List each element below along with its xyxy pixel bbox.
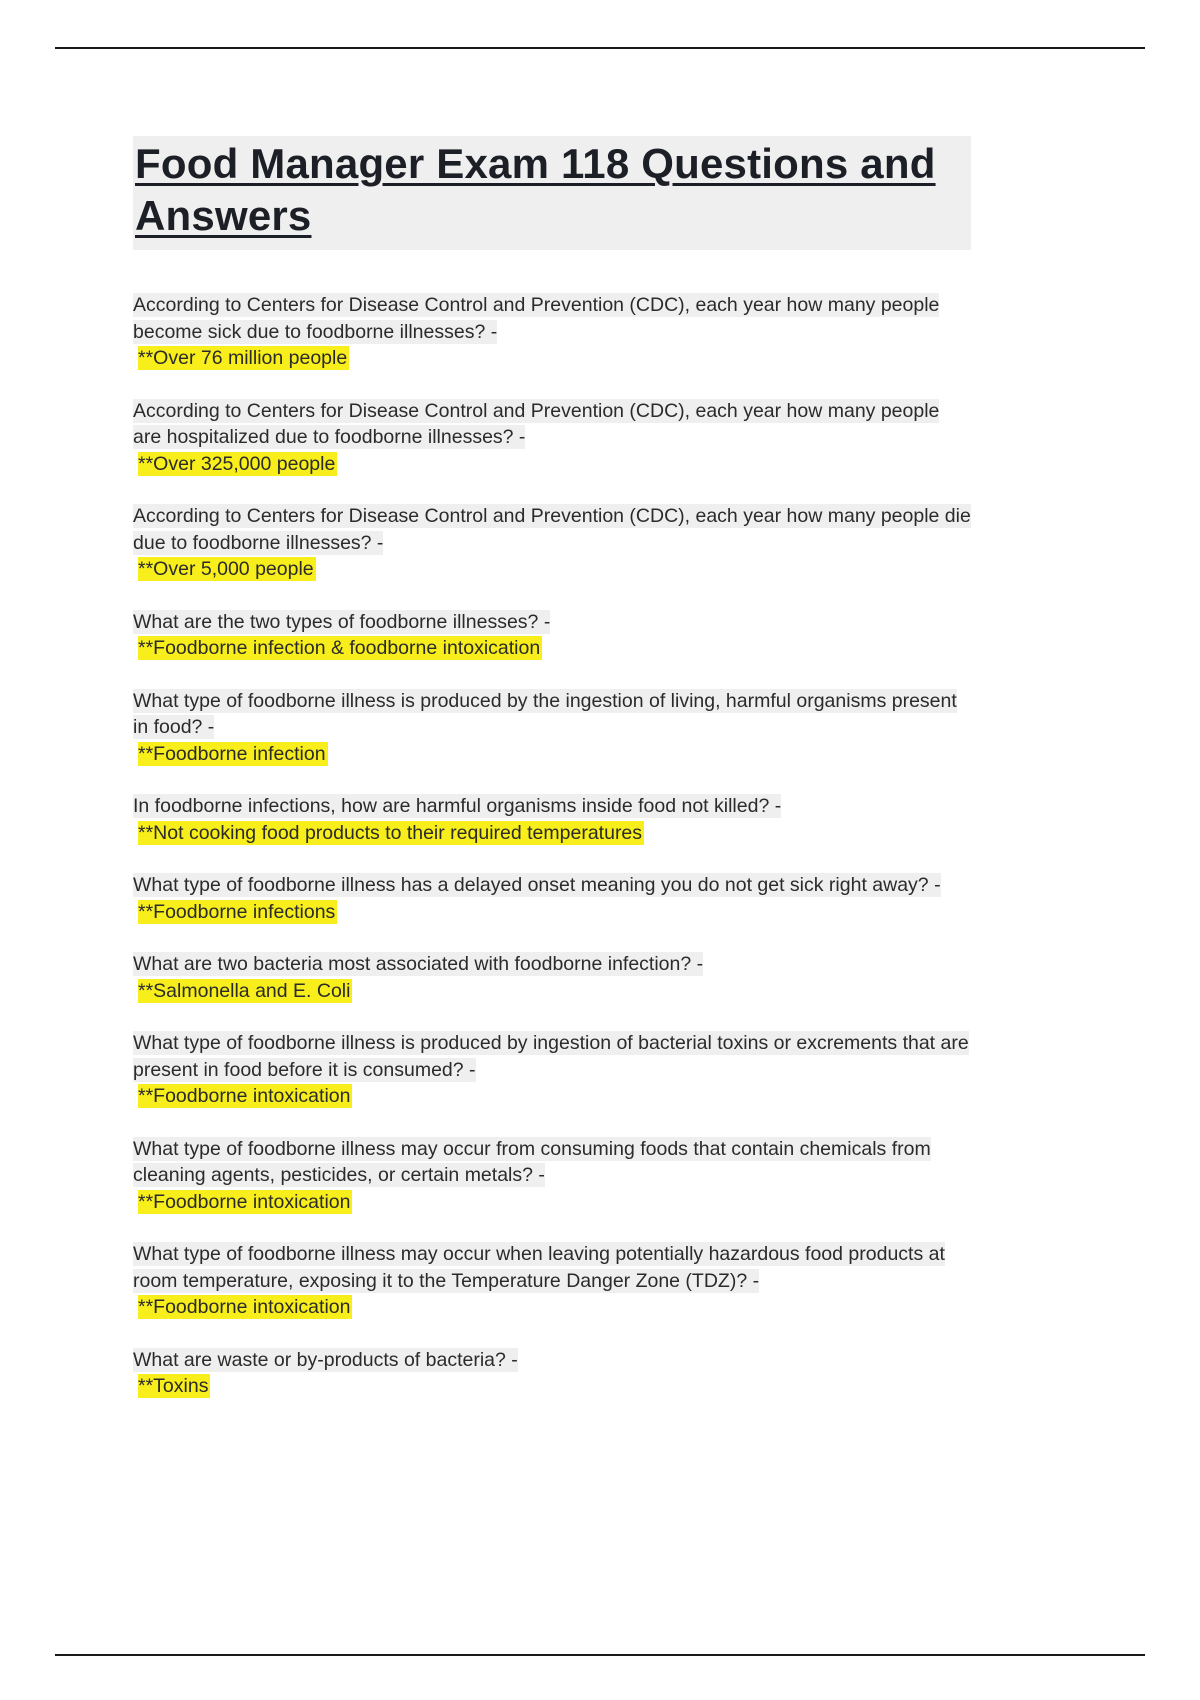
answer-text: [133, 451, 971, 478]
answer-highlight: **Over 76 million people: [138, 347, 348, 369]
qa-item: [133, 1030, 971, 1110]
answer-highlight: **Toxins: [138, 1375, 209, 1397]
question-highlight: What are the two types of foodborne illnesses? -: [133, 610, 551, 633]
document-content: [133, 136, 971, 1426]
question-text: [133, 609, 971, 636]
answer-text: [133, 1083, 971, 1110]
qa-item: [133, 609, 971, 662]
answer-text: [133, 1373, 971, 1400]
qa-item: [133, 688, 971, 768]
top-rule: [55, 47, 1145, 49]
question-highlight: What type of foodborne illness may occur when leaving potentially hazardous food products at room temperature, exposing it to the Temperature Danger Zone (TDZ)? -: [133, 1243, 945, 1292]
question-text: [133, 872, 971, 899]
qa-list: [133, 292, 971, 1400]
question-text: [133, 503, 971, 556]
page-title: Food Manager Exam 118 Questions and Answers: [133, 136, 971, 250]
question-text: [133, 1241, 971, 1294]
question-text: [133, 688, 971, 741]
qa-item: [133, 1241, 971, 1321]
qa-item: [133, 793, 971, 846]
question-highlight: In foodborne infections, how are harmful organisms inside food not killed? -: [133, 795, 782, 817]
answer-highlight: **Salmonella and E. Coli: [138, 979, 351, 1002]
answer-text: [133, 978, 971, 1005]
question-text: [133, 1136, 971, 1189]
answer-highlight: **Foodborne infections: [138, 900, 336, 923]
answer-highlight: **Foodborne intoxication: [138, 1296, 351, 1318]
bottom-rule: [55, 1654, 1145, 1656]
answer-highlight: **Foodborne intoxication: [138, 1085, 351, 1107]
qa-item: [133, 1347, 971, 1400]
question-text: [133, 398, 971, 451]
answer-text: [133, 899, 971, 926]
question-text: [133, 951, 971, 978]
answer-text: [133, 741, 971, 768]
question-highlight: What type of foodborne illness may occur from consuming foods that contain chemicals from cleaning agents, pesticides, or certain metals? -: [133, 1137, 931, 1186]
qa-item: [133, 503, 971, 583]
qa-item: [133, 951, 971, 1004]
question-text: [133, 793, 971, 820]
answer-text: [133, 820, 971, 847]
question-highlight: According to Centers for Disease Control and Prevention (CDC), each year how many people are hospitalized due to foodborne illnesses? -: [133, 399, 940, 448]
question-highlight: According to Centers for Disease Control and Prevention (CDC), each year how many people become sick due to foodborne illnesses? -: [133, 294, 940, 343]
answer-text: [133, 345, 971, 372]
answer-text: [133, 1294, 971, 1321]
answer-highlight: **Foodborne infection: [138, 742, 326, 765]
qa-item: [133, 292, 971, 372]
question-text: [133, 292, 971, 345]
question-highlight: What type of foodborne illness is produced by ingestion of bacterial toxins or excrements that are present in food before it is consumed? -: [133, 1032, 969, 1081]
answer-highlight: **Foodborne intoxication: [138, 1190, 351, 1213]
question-highlight: What are waste or by-products of bacteria? -: [133, 1348, 518, 1371]
question-highlight: What type of foodborne illness is produced by the ingestion of living, harmful organisms present in food? -: [133, 689, 957, 738]
question-highlight: What type of foodborne illness has a delayed onset meaning you do not get sick right away? -: [133, 874, 941, 896]
qa-item: [133, 1136, 971, 1216]
question-text: [133, 1030, 971, 1083]
answer-highlight: **Foodborne infection & foodborne intoxication: [138, 637, 541, 659]
qa-item: [133, 398, 971, 478]
answer-text: [133, 556, 971, 583]
question-highlight: What are two bacteria most associated with foodborne infection? -: [133, 953, 704, 975]
qa-item: [133, 872, 971, 925]
answer-highlight: **Over 325,000 people: [138, 452, 336, 475]
answer-highlight: **Not cooking food products to their required temperatures: [138, 821, 643, 844]
answer-text: [133, 635, 971, 662]
answer-text: [133, 1189, 971, 1216]
answer-highlight: **Over 5,000 people: [138, 558, 314, 580]
question-text: [133, 1347, 971, 1374]
question-highlight: According to Centers for Disease Control and Prevention (CDC), each year how many people die due to foodborne illnesses? -: [133, 505, 971, 554]
